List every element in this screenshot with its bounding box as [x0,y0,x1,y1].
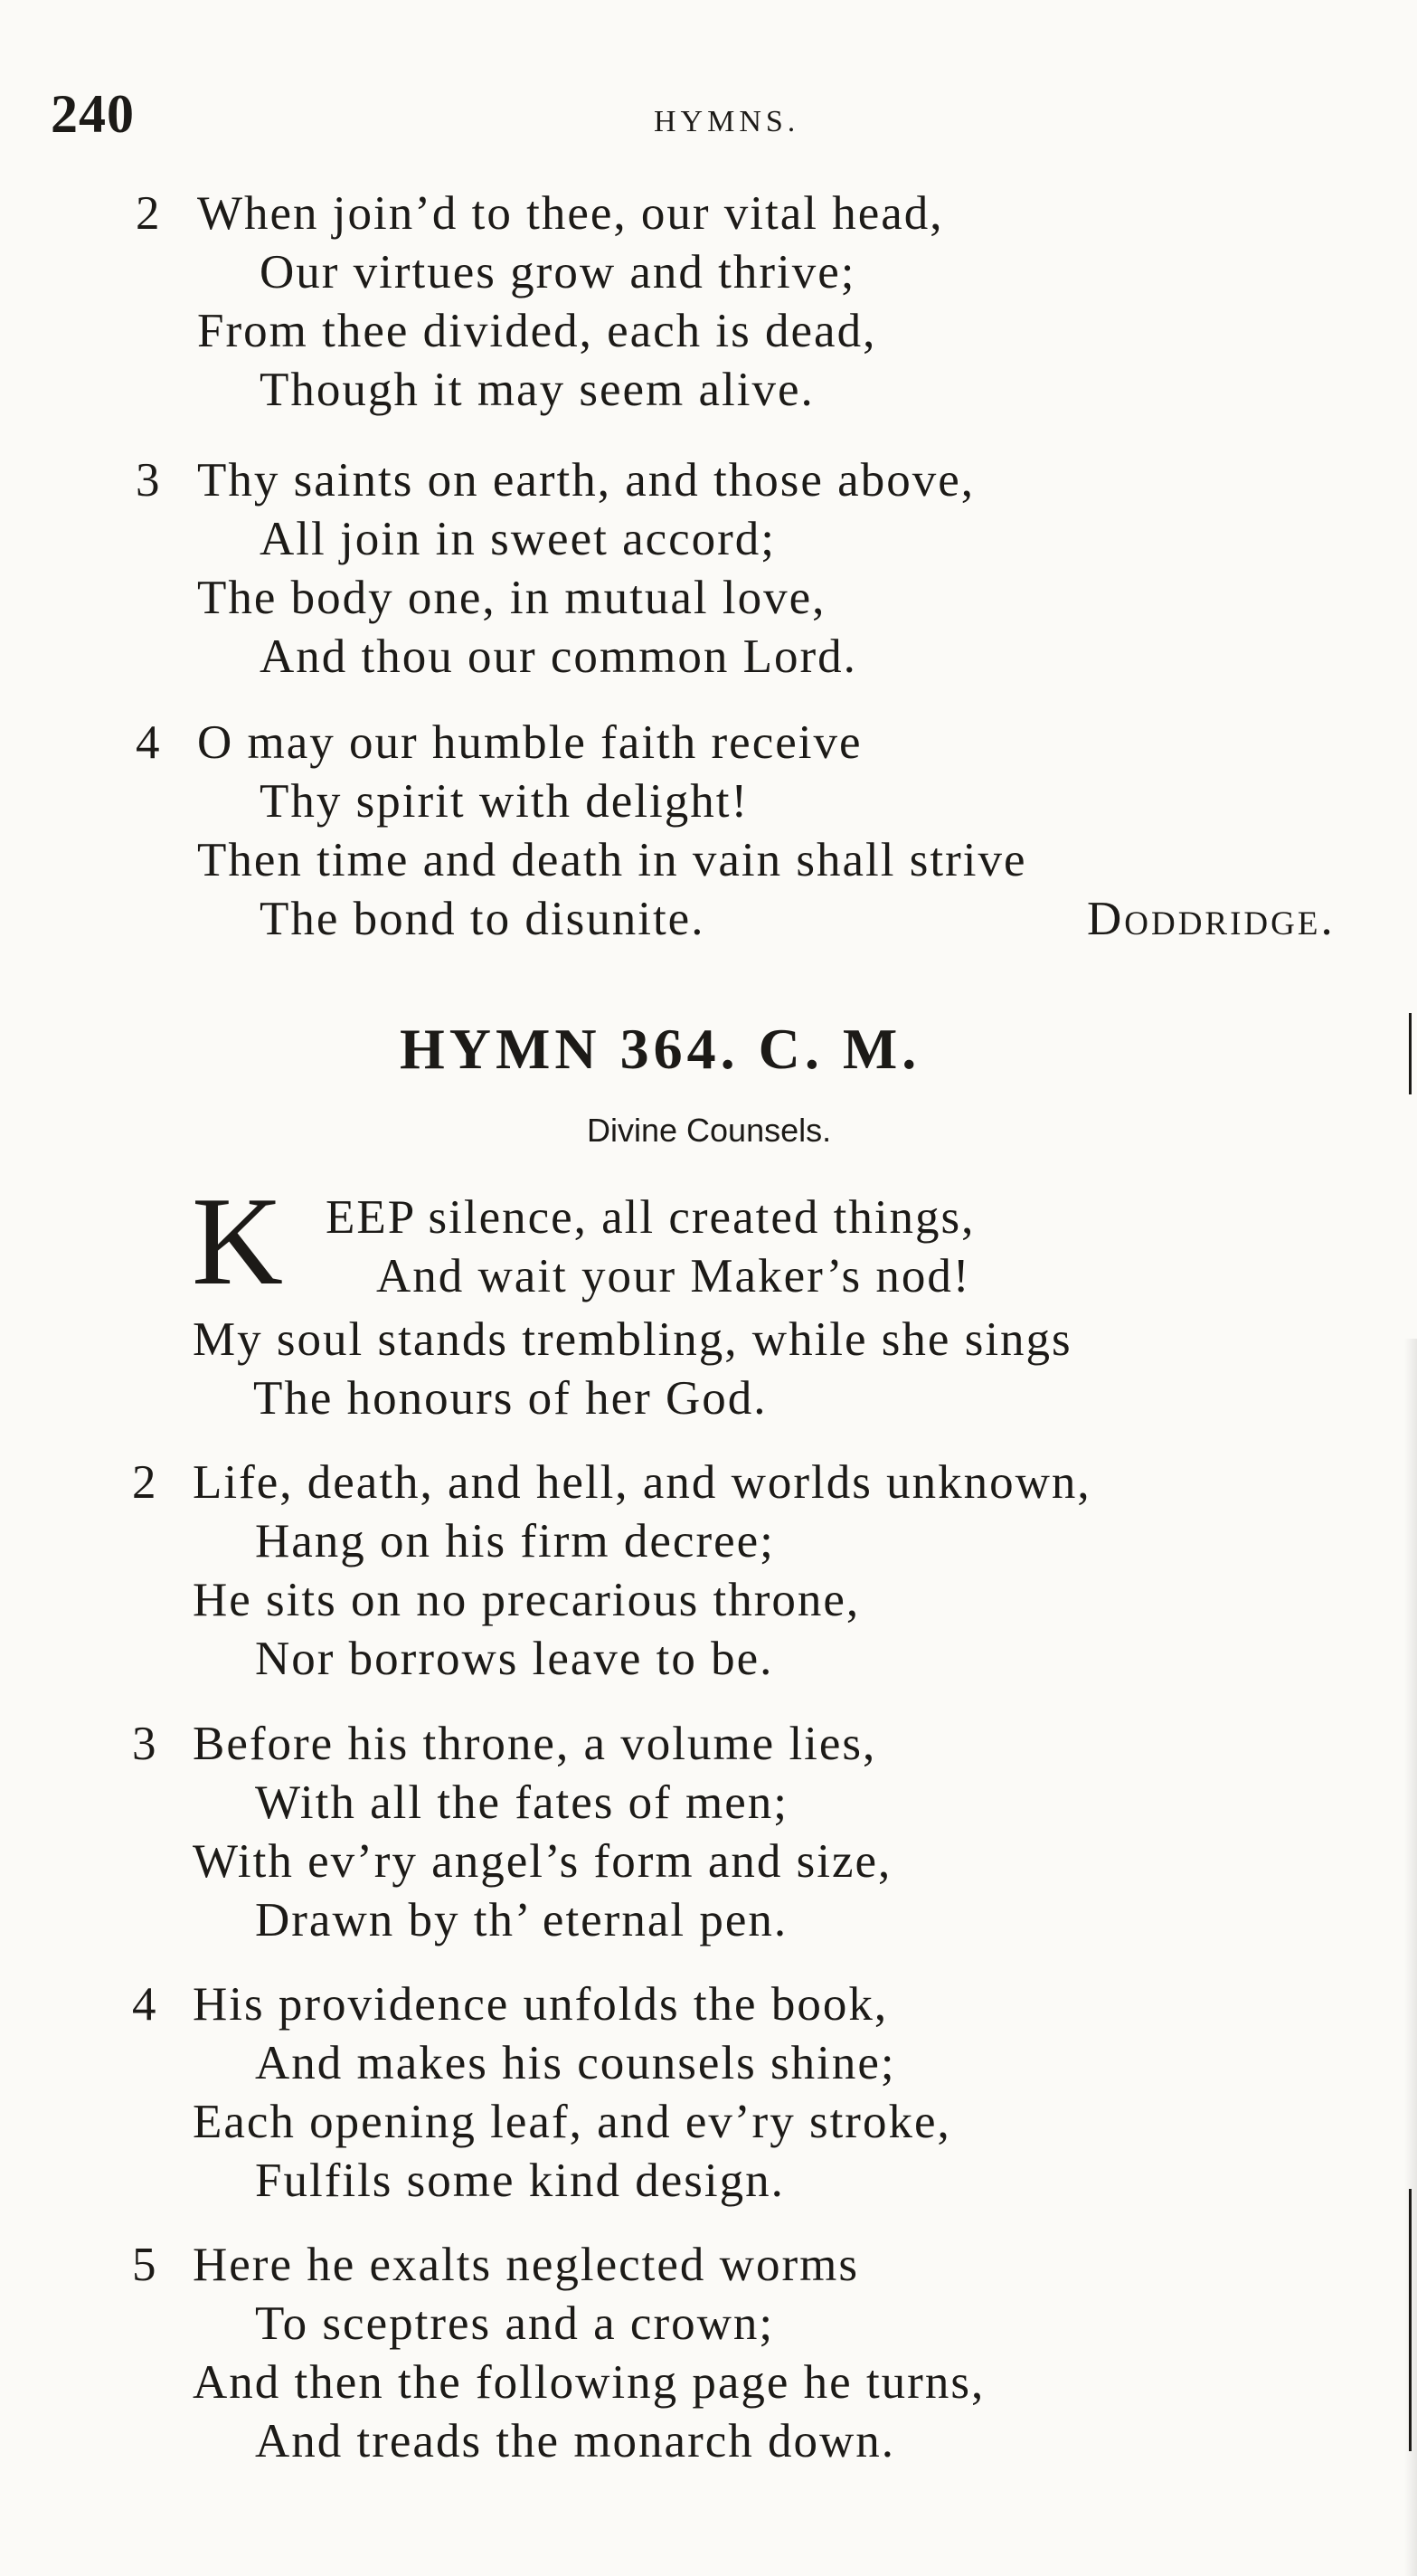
page-edge-mark [1409,2189,1412,2451]
stanza-number: 2 [136,187,160,240]
verse-line: And treads the monarch down. [255,2415,896,2467]
hymn-subtitle: Divine Counsels. [587,1112,832,1149]
verse-line: And thou our common Lord. [260,630,857,683]
verse-line: O may our humble faith receive [197,716,863,769]
verse-line: When join’d to thee, our vital head, [197,187,944,240]
verse-line: Thy saints on earth, and those above, [197,454,975,507]
verse-line: To sceptres and a crown; [255,2297,775,2350]
verse-line: And wait your Maker’s nod! [376,1250,971,1302]
verse-line: Before his throne, a volume lies, [193,1718,877,1770]
page-number: 240 [51,84,135,144]
verse-line: Thy spirit with delight! [260,775,750,828]
verse-line: The honours of her God. [253,1372,768,1425]
drop-cap: K [192,1171,284,1312]
verse-line: Each opening leaf, and ev’ry stroke, [193,2096,951,2148]
verse-line: Then time and death in vain shall strive [197,834,1027,886]
hymn-title: HYMN 364. C. M. [400,1017,921,1081]
verse-line: Fulfils some kind design. [255,2155,785,2207]
verse-line: Nor borrows leave to be. [255,1633,774,1685]
verse-line: All join in sweet accord; [260,513,777,565]
verse-line: Though it may seem alive. [260,364,815,416]
author-attribution: Doddridge. [1087,893,1336,945]
verse-line: With all the fates of men; [255,1776,789,1829]
verse-line: Here he exalts neglected worms [193,2239,859,2291]
verse-line: And makes his counsels shine; [255,2037,896,2089]
verse-line: Hang on his firm decree; [255,1515,775,1567]
stanza-number: 3 [136,454,160,507]
verse-line: Our virtues grow and thrive; [260,246,856,298]
running-head: HYMNS. [654,105,800,138]
verse-line: His providence unfolds the book, [193,1978,889,2031]
verse-line: Life, death, and hell, and worlds unknown, [193,1456,1091,1509]
verse-line: My soul stands trembling, while she sings [193,1313,1072,1366]
verse-line: The body one, in mutual love, [197,572,827,624]
stanza-number: 4 [132,1978,156,2031]
stanza-number: 4 [136,716,160,769]
verse-line: He sits on no precarious throne, [193,1574,861,1626]
verse-line: Drawn by th’ eternal pen. [255,1894,789,1946]
stanza-number: 2 [132,1456,156,1509]
verse-line: And then the following page he turns, [193,2356,986,2409]
page-edge-mark [1409,1013,1412,1094]
verse-line: The bond to disunite. [260,893,705,945]
verse-line: EEP silence, all created things, [326,1191,976,1244]
stanza-number: 5 [132,2239,156,2291]
stanza-number: 3 [132,1718,156,1770]
verse-line: From thee divided, each is dead, [197,305,877,357]
verse-line: With ev’ry angel’s form and size, [193,1835,893,1888]
